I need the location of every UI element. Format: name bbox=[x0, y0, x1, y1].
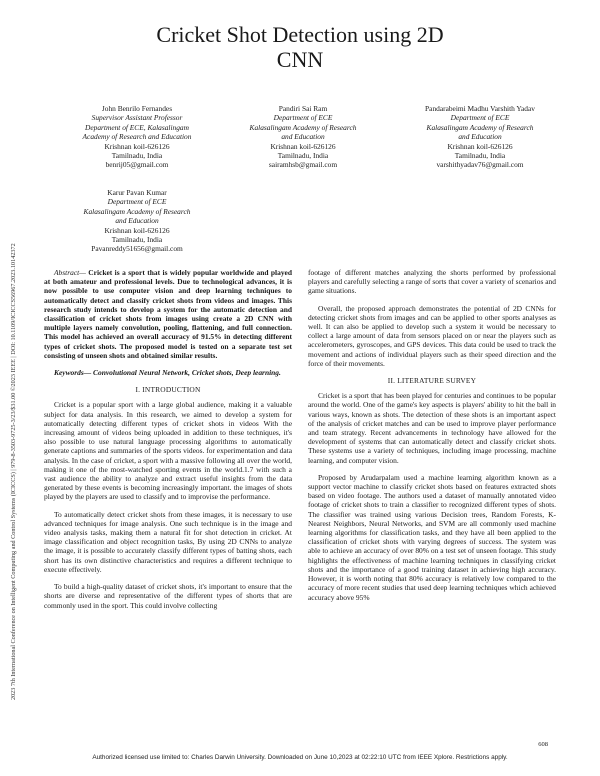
paragraph: Proposed by Arudarpalam used a machine learning algorithm known as a support vector machine to classify cricket shots based on features extracted shots based on video footage. The authors used a dataset of manually annotated video footage of cricket shots to train a classifier to recognized different types of shots. The classifier was trained using various Decision trees, Random Forests, K-Nearest Neighbors, Neural Networks, and SVM are all commonly used machine learning algorithms for classification tasks, and they have all been applied to the classification of cricket shots with varying degrees of success. The system was able to achieve an accuracy of over 80% on a test set of unseen footage. This study highlights the effectiveness of machine learning techniques in classifying cricket shots and the importance of a good training dataset in achieving high accuracy. However, it is worth noting that 80% accuracy is relatively low compared to the accuracy of more recent studies that used deep learning techniques which achieved accuracy above 95% bbox=[308, 472, 556, 602]
author-affil: Kalasalingam Academy of Research bbox=[426, 122, 534, 132]
paragraph: To automatically detect cricket shots from these images, it is necessary to use advanced techniques for image analysis. One such technique is in the image and video analysis tasks, making them a natural fit for shot detection in cricket. At image classification and object recognition tasks, By using 2D CNNs to analyze the image, it is possible to accurately classify different types of batting shots, each short has its own distinctive characteristics and requires a different technique to execute effectively. bbox=[44, 509, 292, 574]
author-address: Tamilnadu, India bbox=[111, 151, 163, 161]
author-address: Krishnan koil-626126 bbox=[270, 141, 336, 151]
license-footer: Authorized licensed use limited to: Charles Darwin University. Downloaded on June 10,2023 at 02:22:10 UTC from IEEE Xplore. Restrictions apply. bbox=[92, 754, 508, 761]
author-affil: Department of ECE, Kalasalingam bbox=[85, 122, 189, 132]
author-address: Krishnan koil-626126 bbox=[104, 225, 170, 235]
author-address: Tamilnadu, India bbox=[454, 151, 506, 161]
author-email: benrij05@gmail.com bbox=[105, 160, 169, 170]
author-affil: Kalasalingam Academy of Research bbox=[249, 122, 357, 132]
abstract bbox=[44, 268, 292, 360]
title-line-2: CNN bbox=[276, 47, 324, 72]
author-block-4 bbox=[62, 188, 212, 254]
abstract-text: Cricket is a sport that is widely popular worldwide and played at both amateur and professional levels. Due to technological advances, it is now possible to use computer vision and deep learning techniques to automatically detect and classify cricket shots from videos and images. This research study intends to develop a system for the automatic detection and classification of cricket shots from images using create a 2D CNN with multiple layers namely convolution, pooling, flattening, and full connection. This model has achieved an overall accuracy of 91.5% in detecting different types of cricket shots. The proposed model is tested on a separate test set consisting of unseen shots and obtained similar results. bbox=[44, 268, 292, 360]
left-column bbox=[44, 268, 292, 618]
section-heading-literature-survey: II. LITERATURE SURVEY bbox=[387, 376, 477, 386]
author-affil: Supervisor Assistant Professor bbox=[91, 113, 183, 123]
author-email: sairamhsb@gmail.com bbox=[268, 160, 338, 170]
paragraph: To build a high-quality dataset of cricket shots, it's important to ensure that the shorts are diverse and representative of the different types of shorts that are commonly used in the sport. This could involve collecting bbox=[44, 582, 292, 610]
author-affil: Academy of Research and Education bbox=[82, 132, 192, 142]
author-name: Pandarabeimi Madhu Varshith Yadav bbox=[425, 104, 535, 113]
author-block-2 bbox=[228, 104, 378, 170]
author-address: Tamilnadu, India bbox=[111, 235, 163, 245]
section-heading-introduction: I. INTRODUCTION bbox=[135, 385, 201, 395]
keywords: Keywords— Convolutional Neural Network, Cricket shots, Deep learning. bbox=[54, 368, 281, 378]
author-affil: Department of ECE bbox=[107, 197, 167, 207]
author-name: Karur Pavan Kumar bbox=[107, 188, 167, 197]
author-affil: and Education bbox=[115, 216, 159, 226]
author-affil: and Education bbox=[281, 132, 325, 142]
page-number: 608 bbox=[538, 741, 548, 748]
author-block-1 bbox=[62, 104, 212, 170]
author-block-3 bbox=[400, 104, 560, 170]
paragraph: footage of different matches analyzing the shorts performed by professional players and carefully selecting a range of sorts that cover a variety of scenarios and game situations. bbox=[308, 268, 556, 296]
paper-title bbox=[0, 22, 600, 72]
title-line-1: Cricket Shot Detection using 2D bbox=[156, 22, 444, 47]
author-affil: Department of ECE bbox=[450, 113, 510, 123]
abstract-lead: Abstract— bbox=[54, 268, 86, 277]
author-affil: Department of ECE bbox=[273, 113, 333, 123]
right-column bbox=[308, 268, 556, 610]
conference-side-banner: 2023 7th International Conference on Intelligent Computing and Control Systems (ICICCS) | 979-8-3503-9725-3/23/$31.00 ©2023 IEEE | DOI: 10.1109/ICICCS56967.2023.10142372 bbox=[10, 243, 17, 700]
author-email: varshithyadav76@gmail.com bbox=[436, 160, 524, 170]
paragraph: Overall, the proposed approach demonstrates the potential of 2D CNNs for detecting cricket shots from images and can be applied to other sports analyses as well. It can also be applied to develop such a system it would be necessary to collect a large amount of data from sensors placed on or near the players such as accelerometers, gyroscopes, and GPS devices. This data could be used to track the movement and actions of individual players such as their speed direction and the force of their movements. bbox=[308, 303, 556, 368]
author-affil: and Education bbox=[458, 132, 502, 142]
paragraph: Cricket is a popular sport with a large global audience, making it a valuable subject for data analysis. In this research, we aimed to develop a system for automatically detecting different types of cricket shots in videos With the increasing amount of videos being uploaded in addition to these techniques, it's also possible to use natural language processing algorithms to automatically generate captions and summaries of the sports videos. for experimentation and data analysis. In the case of cricket, a sport with a massive following all over the world, making it one of the most-watched sporting events in the world.1.7 with such a vast audience the ability to analyze and extract useful insights from the data generated by these events is becoming increasingly important. the images of shots played by the players are used to classify and to improvise the performance. bbox=[44, 400, 292, 502]
author-address: Krishnan koil-626126 bbox=[104, 141, 170, 151]
author-name: Pandiri Sai Ram bbox=[278, 104, 328, 113]
author-affil: Kalasalingam Academy of Research bbox=[83, 206, 191, 216]
author-address: Krishnan koil-626126 bbox=[447, 141, 513, 151]
author-email: Pavanreddy51656@gmail.com bbox=[91, 244, 183, 254]
author-name: John Benrilo Fernandes bbox=[101, 104, 173, 113]
paragraph: Cricket is a sport that has been played for centuries and continues to be popular around the world. One of the game's key aspects is players' ability to hit the ball in various ways, known as shots. The detection of these shots is an important aspect of the analysis of cricket matches and can be used to improve player performance and team strategy. Recent advancements in technology have allowed for the development of systems that can automatically detect and classify cricket shots. These systems use a variety of techniques, including image processing, machine learning, and computer vision. bbox=[308, 391, 556, 465]
author-address: Tamilnadu, India bbox=[277, 151, 329, 161]
